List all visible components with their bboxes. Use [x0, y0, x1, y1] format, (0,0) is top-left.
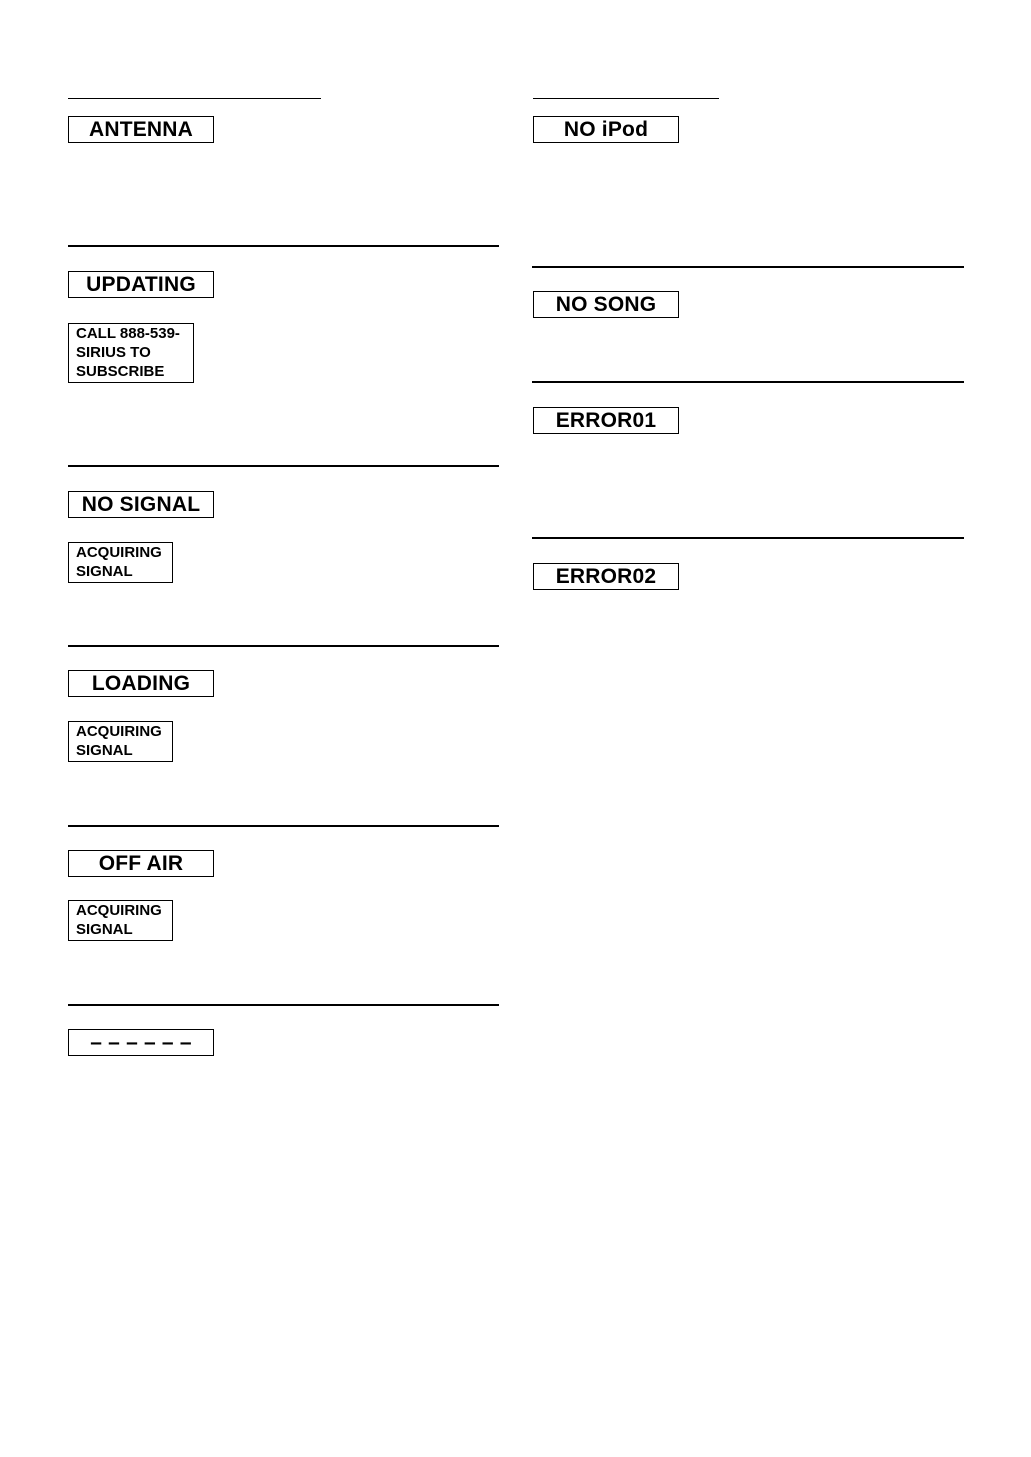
section-divider — [532, 266, 964, 268]
section-divider — [68, 1004, 499, 1006]
display-error02-text: ERROR02 — [555, 565, 657, 588]
sub-display-acquiring-signal — [68, 542, 173, 583]
display-antenna — [68, 116, 214, 143]
display-no-song-text: NO SONG — [555, 293, 657, 316]
display-no-song — [533, 291, 679, 318]
display-no-signal-text: NO SIGNAL — [81, 493, 201, 516]
display-no-signal — [68, 491, 214, 518]
sub-display-line: ACQUIRING — [76, 723, 162, 740]
display-error02 — [533, 563, 679, 590]
right-top-rule — [533, 98, 719, 99]
sub-display-line: SIRIUS TO — [76, 344, 151, 361]
display-error01-text: ERROR01 — [555, 409, 657, 432]
sub-display-line: SIGNAL — [76, 563, 133, 580]
section-divider — [68, 465, 499, 467]
section-divider — [68, 645, 499, 647]
left-top-rule — [68, 98, 321, 99]
sub-display-acquiring-signal — [68, 721, 173, 762]
display-error01 — [533, 407, 679, 434]
sub-display-line: CALL 888-539- — [76, 325, 180, 342]
sub-display-line: SIGNAL — [76, 921, 133, 938]
display-antenna-text: ANTENNA — [88, 118, 194, 141]
section-divider — [68, 245, 499, 247]
sub-display-line: ACQUIRING — [76, 902, 162, 919]
sub-display-line: SUBSCRIBE — [76, 363, 165, 380]
section-divider — [532, 537, 964, 539]
display-no-ipod-text: NO iPod — [563, 118, 649, 141]
display-off-air — [68, 850, 214, 877]
display-updating — [68, 271, 214, 298]
sub-display-subscribe — [68, 323, 194, 383]
section-divider — [532, 381, 964, 383]
display-loading-text: LOADING — [91, 672, 191, 695]
display-off-air-text: OFF AIR — [98, 852, 184, 875]
sub-display-acquiring-signal — [68, 900, 173, 941]
sub-display-line: SIGNAL — [76, 742, 133, 759]
display-dashes — [68, 1029, 214, 1056]
display-updating-text: UPDATING — [86, 273, 196, 296]
display-no-ipod — [533, 116, 679, 143]
display-dashes-text: – – – – – – — [90, 1031, 192, 1054]
sub-display-line: ACQUIRING — [76, 544, 162, 561]
section-divider — [68, 825, 499, 827]
display-loading — [68, 670, 214, 697]
